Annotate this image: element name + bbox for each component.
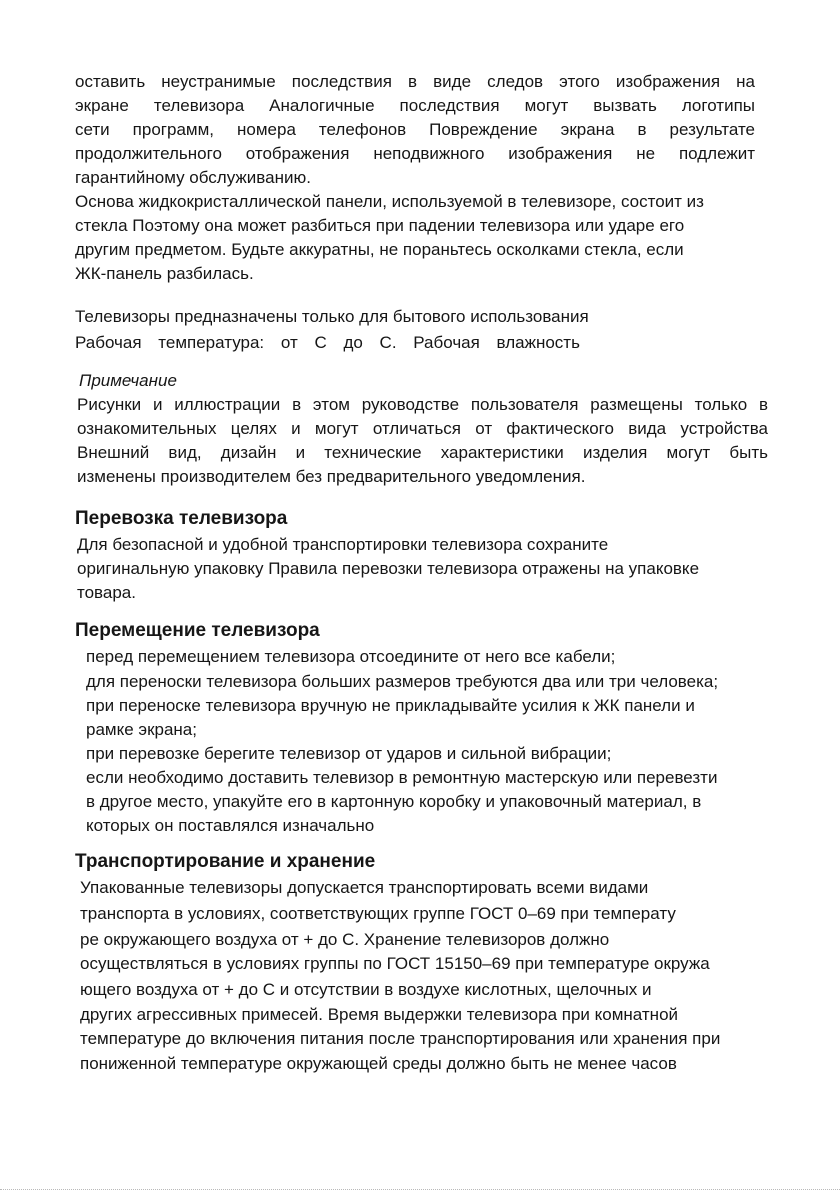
text-line: Для безопасной и удобной транспортировки телевизора сохраните — [77, 535, 609, 554]
list-item: если необходимо доставить телевизор в ремонтную мастерскую или перевезти — [86, 768, 718, 787]
text-line: экране телевизора Аналогичные последствия могут вызвать логотипы — [75, 96, 755, 115]
text-line: оставить неустранимые последствия в виде следов этого изображения на — [75, 72, 755, 91]
page-bottom-divider — [0, 1189, 840, 1190]
list-item: при переноске телевизора вручную не прикладывайте усилия к ЖК панели и — [86, 696, 695, 715]
text-line: гарантийному обслуживанию. — [75, 168, 311, 187]
list-item: перед перемещением телевизора отсоедините от него все кабели; — [86, 647, 616, 666]
text-line: пониженной температуре окружающей среды должно быть не менее часов — [80, 1054, 677, 1073]
list-item: в другое место, упакуйте его в картонную коробку и упаковочный материал, в — [86, 792, 702, 811]
text-line: продолжительного отображения неподвижного изображения не подлежит — [75, 144, 755, 163]
section-heading-transport: Перевозка телевизора — [75, 508, 288, 529]
text-line: сети программ, номера телефонов Повреждение экрана в результате — [75, 120, 755, 139]
text-line: ознакомительных целях и могут отличаться от фактического вида устройства — [77, 419, 768, 438]
list-item: рамке экрана; — [86, 720, 197, 739]
text-line: Телевизоры предназначены только для бытового использования — [75, 307, 589, 326]
list-item: которых он поставлялся изначально — [86, 816, 375, 835]
text-line: оригинальную упаковку Правила перевозки телевизора отражены на упаковке — [77, 559, 700, 578]
text-line: Рисунки и иллюстрации в этом руководстве пользователя размещены только в — [77, 395, 768, 414]
text-line: Основа жидкокристаллической панели, используемой в телевизоре, состоит из — [75, 192, 704, 211]
text-line: других агрессивных примесей. Время выдержки телевизора при комнатной — [80, 1005, 679, 1024]
section-heading-storage: Транспортирование и хранение — [75, 851, 376, 872]
text-line: ЖК-панель разбилась. — [75, 264, 254, 283]
text-line: ре окружающего воздуха от + до С. Хранение телевизоров должно — [80, 930, 610, 949]
text-line: Внешний вид, дизайн и технические характеристики изделия могут быть — [77, 443, 768, 462]
text-line: Упакованные телевизоры допускается транспортировать всеми видами — [80, 878, 649, 897]
list-item: для переноски телевизора больших размеров требуются два или три человека; — [86, 672, 719, 691]
list-item: при перевозке берегите телевизор от ударов и сильной вибрации; — [86, 744, 612, 763]
section-heading-moving: Перемещение телевизора — [75, 620, 320, 641]
text-line: другим предметом. Будьте аккуратны, не пораньтесь осколками стекла, если — [75, 240, 684, 259]
text-line: товара. — [77, 583, 136, 602]
text-line: осуществляться в условиях группы по ГОСТ 15150–69 при температуре окружа — [80, 954, 710, 973]
text-line: транспорта в условиях, соответствующих группе ГОСТ 0–69 при температу — [80, 904, 676, 923]
text-line: стекла Поэтому она может разбиться при падении телевизора или ударе его — [75, 216, 685, 235]
text-line: температуре до включения питания после транспортирования или хранения при — [80, 1029, 721, 1048]
text-line: Рабочая температура: от С до С. Рабочая влажность — [75, 333, 580, 352]
text-line: изменены производителем без предварительного уведомления. — [77, 467, 586, 486]
text-line: ющего воздуха от + до С и отсутствии в воздухе кислотных, щелочных и — [80, 980, 652, 999]
note-title: Примечание — [79, 371, 177, 390]
